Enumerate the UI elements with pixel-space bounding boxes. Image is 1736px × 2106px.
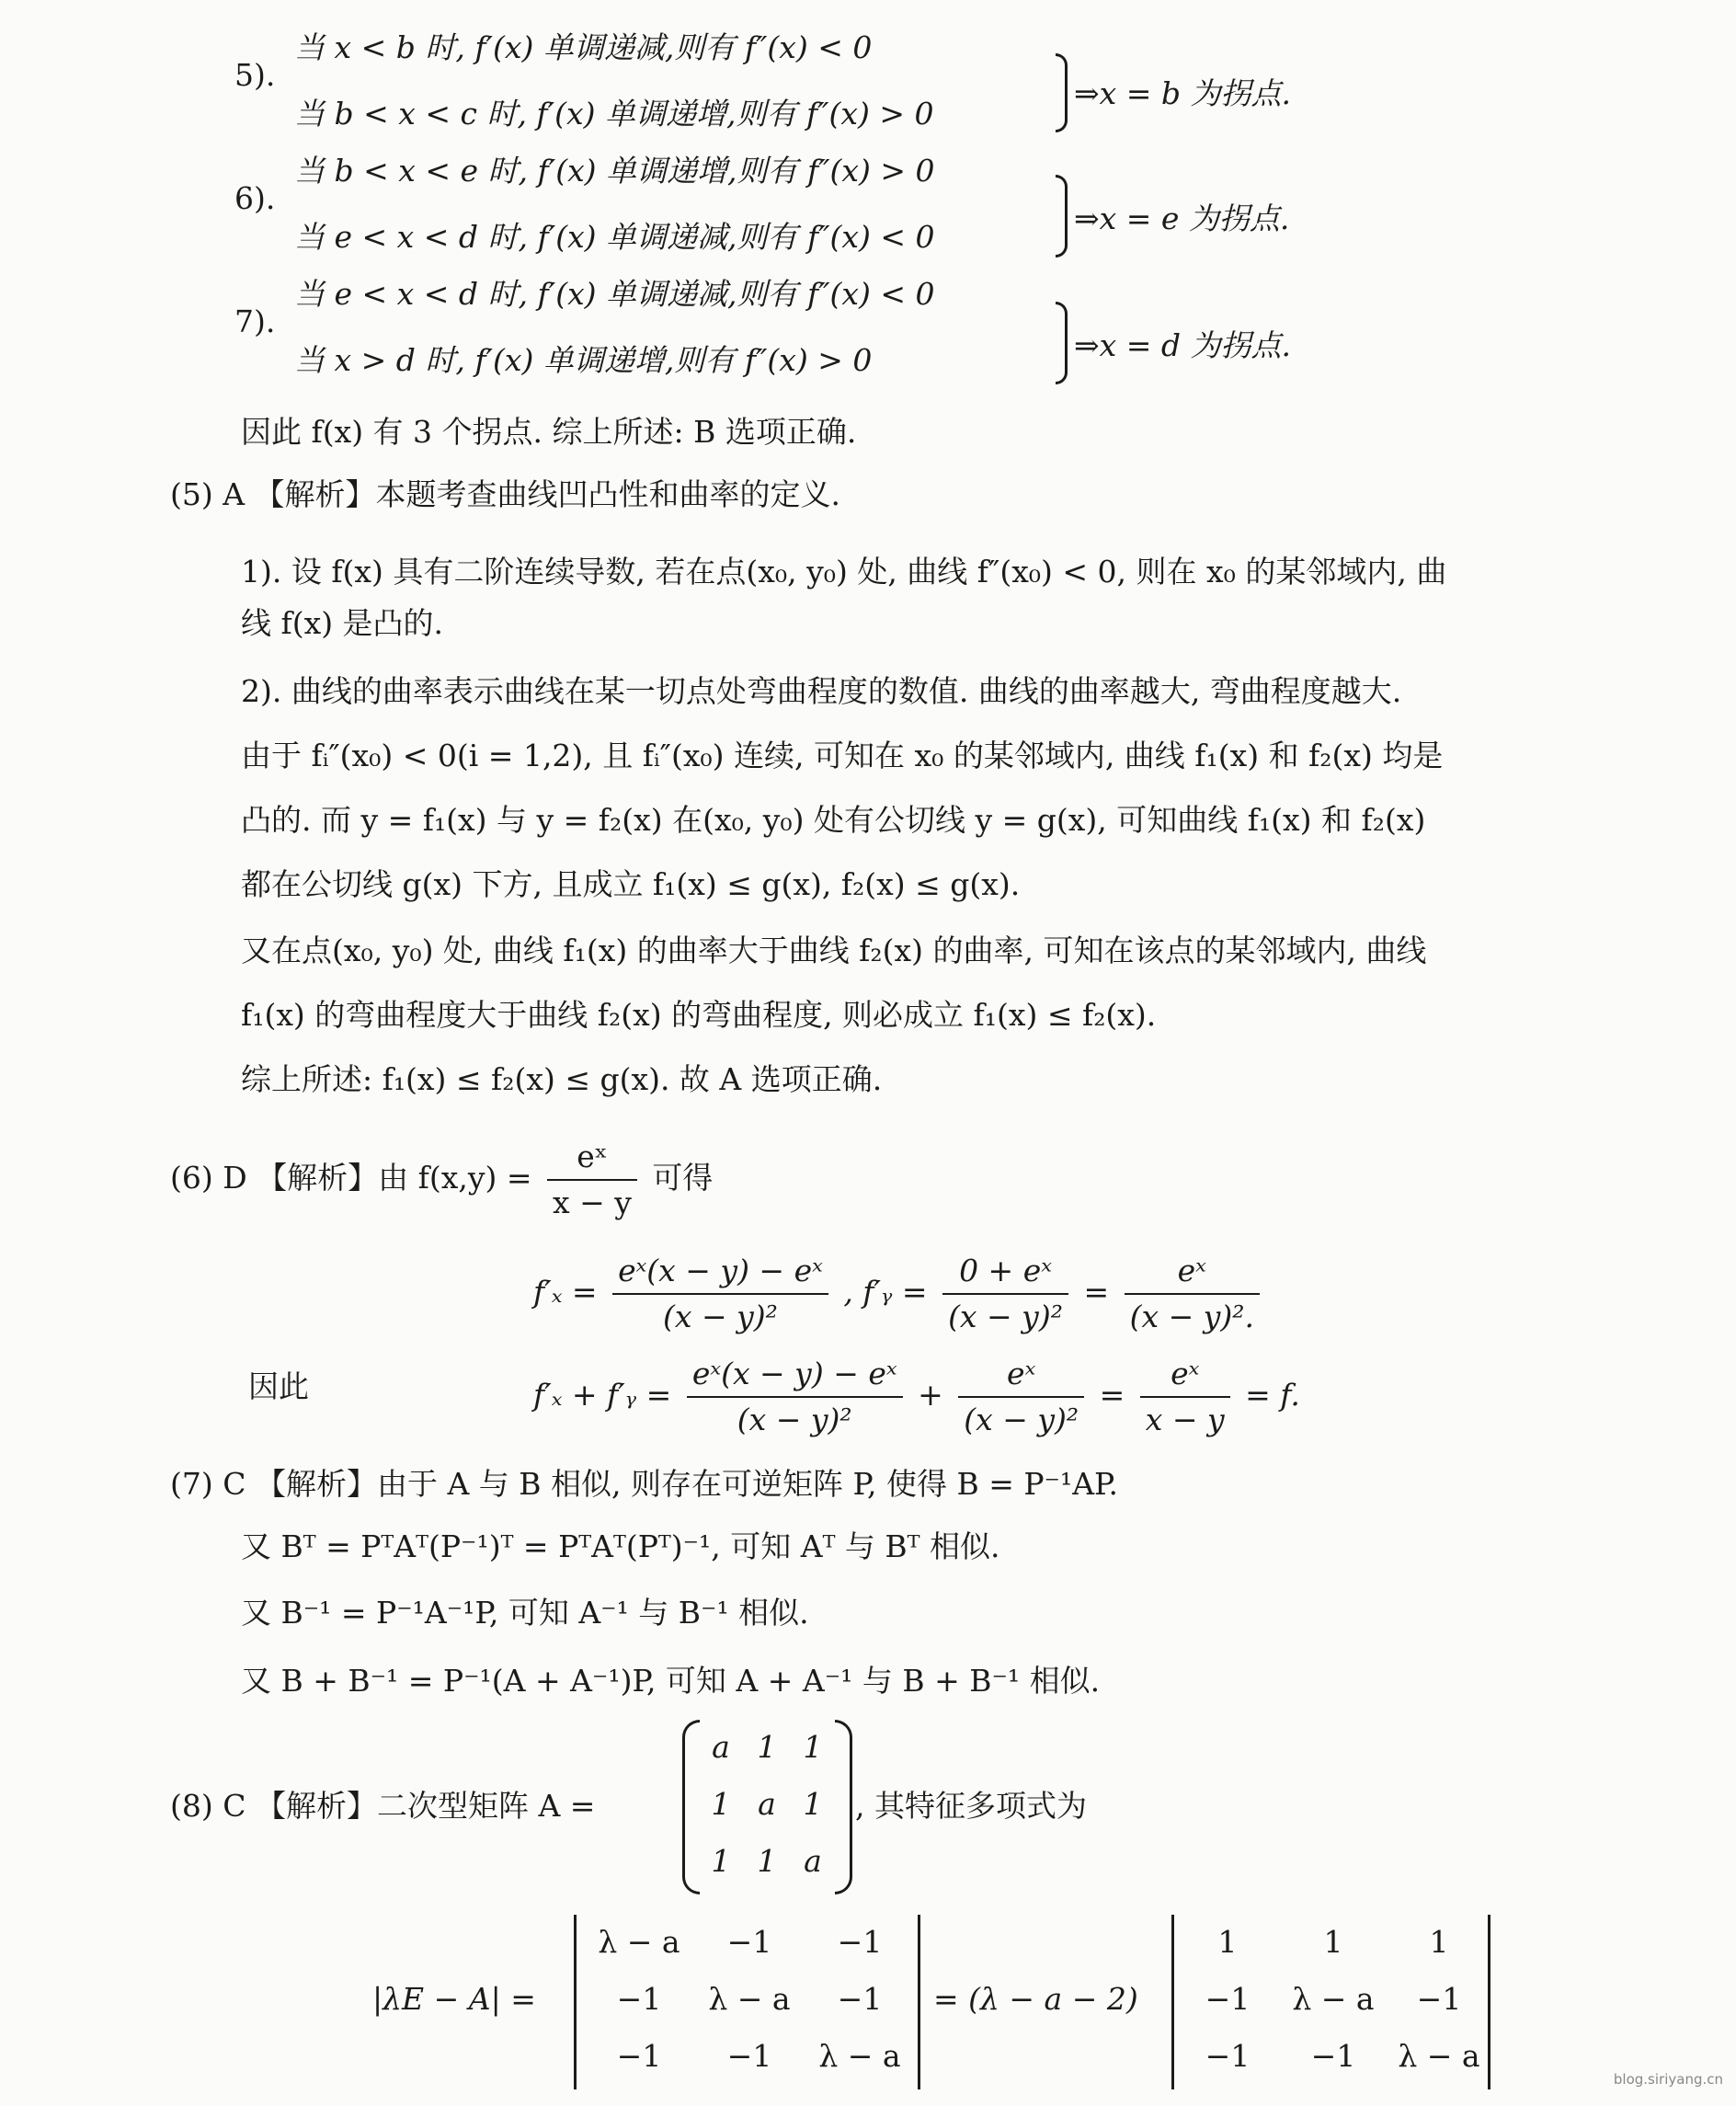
question-7-head: (7) C 【解析】由于 A 与 B 相似, 则存在可逆矩阵 P, 使得 B = P⁻¹AP. bbox=[170, 1466, 1119, 1502]
det-cell: −1 bbox=[837, 1924, 883, 1960]
det-cell: −1 bbox=[837, 1981, 883, 2017]
right-brace bbox=[1056, 53, 1068, 132]
equals: = bbox=[1083, 1274, 1110, 1310]
numerator: eˣ bbox=[958, 1354, 1084, 1398]
matrix-cell: a bbox=[804, 1843, 822, 1879]
fraction bbox=[1140, 1354, 1230, 1440]
det-factor: = (λ − a − 2) bbox=[933, 1981, 1138, 2017]
paragraph: f₁(x) 的弯曲程度大于曲线 f₂(x) 的弯曲程度, 则必成立 f₁(x) ≤ f₂(x). bbox=[241, 997, 1157, 1033]
det-cell: λ − a bbox=[1292, 1981, 1375, 2017]
det-bar bbox=[918, 1915, 920, 2089]
item-line-2: 当 b < x < c 时, f′(x) 单调递增,则有 f″(x) > 0 bbox=[294, 96, 934, 132]
det-bar bbox=[574, 1915, 577, 2089]
matrix-cell: 1 bbox=[803, 1729, 823, 1765]
paragraph: 都在公切线 g(x) 下方, 且成立 f₁(x) ≤ g(x), f₂(x) ≤ g(x). bbox=[241, 866, 1021, 902]
det-cell: −1 bbox=[1205, 2038, 1251, 2074]
matrix-cell: a bbox=[758, 1786, 776, 1822]
summary-inflection: 因此 f(x) 有 3 个拐点. 综上所述: B 选项正确. bbox=[241, 414, 857, 450]
matrix-cell: a bbox=[712, 1729, 730, 1765]
det-cell: λ − a bbox=[598, 1924, 680, 1960]
numerator: eˣ(x − y) − eˣ bbox=[687, 1354, 903, 1398]
det-cell: 1 bbox=[1323, 1924, 1343, 1960]
numerator: 0 + eˣ bbox=[942, 1251, 1068, 1295]
denominator: (x − y)² bbox=[964, 1402, 1079, 1437]
inflection-conclusion: ⇒x = e 为拐点. bbox=[1074, 200, 1290, 236]
det-cell: −1 bbox=[726, 2038, 772, 2074]
inflection-conclusion: ⇒x = b 为拐点. bbox=[1074, 75, 1291, 111]
right-brace bbox=[1056, 175, 1068, 258]
fraction bbox=[942, 1251, 1068, 1337]
sum-derivatives bbox=[533, 1354, 1300, 1440]
det-cell: −1 bbox=[616, 1981, 662, 2017]
question-8-head: (8) C 【解析】二次型矩阵 A = bbox=[170, 1788, 596, 1824]
fraction bbox=[612, 1251, 828, 1337]
numerator: eˣ bbox=[1125, 1251, 1260, 1295]
denominator: x − y bbox=[1145, 1402, 1225, 1437]
fraction bbox=[547, 1137, 637, 1223]
paragraph: 2). 曲线的曲率表示曲线在某一切点处弯曲程度的数值. 曲线的曲率越大, 弯曲程度越大. bbox=[241, 673, 1402, 709]
denominator: (x − y)² bbox=[663, 1299, 778, 1334]
partial-derivatives bbox=[533, 1251, 1265, 1337]
paragraph: 1). 设 f(x) 具有二阶连续导数, 若在点(x₀, y₀) 处, 曲线 f″(x₀) < 0, 则在 x₀ 的某邻域内, 曲 bbox=[241, 554, 1447, 589]
denominator: (x − y)² bbox=[737, 1402, 852, 1437]
question-5-head: (5) A 【解析】本题考查曲线凹凸性和曲率的定义. bbox=[170, 476, 841, 512]
paragraph: 线 f(x) 是凸的. bbox=[241, 605, 444, 641]
determinant-2 bbox=[1168, 1915, 1494, 2089]
det-cell: λ − a bbox=[1398, 2038, 1480, 2074]
paragraph: 又 B⁻¹ = P⁻¹A⁻¹P, 可知 A⁻¹ 与 B⁻¹ 相似. bbox=[241, 1595, 809, 1631]
det-cell: 1 bbox=[1429, 1924, 1449, 1960]
sum-lhs: f′ₓ + f′ᵧ = bbox=[533, 1377, 672, 1413]
det-cell: −1 bbox=[726, 1924, 772, 1960]
det-bar bbox=[1171, 1915, 1174, 2089]
fraction bbox=[687, 1354, 903, 1440]
denominator: x − y bbox=[553, 1185, 632, 1220]
item-number: 7). bbox=[234, 303, 276, 339]
det-cell: λ − a bbox=[818, 2038, 901, 2074]
fraction bbox=[1125, 1251, 1260, 1337]
matrix-cell: 1 bbox=[803, 1786, 823, 1822]
fy-lhs: , f′ᵧ = bbox=[843, 1274, 928, 1310]
watermark: blog.siriyang.cn bbox=[1613, 2071, 1723, 2088]
inflection-conclusion: ⇒x = d 为拐点. bbox=[1074, 327, 1291, 363]
question-6-prefix: (6) D 【解析】由 f(x,y) = bbox=[170, 1160, 532, 1196]
question-8-tail: , 其特征多项式为 bbox=[855, 1788, 1087, 1824]
paragraph: 综上所述: f₁(x) ≤ f₂(x) ≤ g(x). 故 A 选项正确. bbox=[241, 1061, 883, 1097]
item-line-1: 当 b < x < e 时, f′(x) 单调递增,则有 f″(x) > 0 bbox=[294, 153, 935, 189]
paragraph: 又在点(x₀, y₀) 处, 曲线 f₁(x) 的曲率大于曲线 f₂(x) 的曲率, 可知在该点的某邻域内, 曲线 bbox=[241, 933, 1427, 968]
therefore-label: 因此 bbox=[248, 1368, 309, 1404]
det-cell: −1 bbox=[1205, 1981, 1251, 2017]
equals: = bbox=[1099, 1377, 1125, 1413]
matrix-cell: 1 bbox=[757, 1843, 777, 1879]
item-line-2: 当 e < x < d 时, f′(x) 单调递减,则有 f″(x) < 0 bbox=[294, 219, 935, 255]
item-number: 5). bbox=[234, 57, 276, 93]
det-cell: −1 bbox=[616, 2038, 662, 2074]
numerator: eˣ bbox=[1140, 1354, 1230, 1398]
question-6-head bbox=[170, 1137, 713, 1223]
item-number: 6). bbox=[234, 180, 276, 216]
det-lhs: |λE − A| = bbox=[372, 1981, 536, 2017]
det-cell: −1 bbox=[1310, 2038, 1356, 2074]
det-cell: λ − a bbox=[708, 1981, 791, 2017]
determinant-1 bbox=[570, 1915, 924, 2089]
paragraph: 又 B + B⁻¹ = P⁻¹(A + A⁻¹)P, 可知 A + A⁻¹ 与 B + B⁻¹ 相似. bbox=[241, 1663, 1101, 1699]
denominator: (x − y)². bbox=[1129, 1299, 1254, 1334]
matrix-a bbox=[682, 1720, 852, 1894]
paragraph: 又 Bᵀ = PᵀAᵀ(P⁻¹)ᵀ = PᵀAᵀ(Pᵀ)⁻¹, 可知 Aᵀ 与 Bᵀ 相似. bbox=[241, 1528, 1000, 1564]
matrix-cell: 1 bbox=[711, 1786, 731, 1822]
matrix-cell: 1 bbox=[711, 1843, 731, 1879]
numerator: eˣ(x − y) − eˣ bbox=[612, 1251, 828, 1295]
result-tail: = f. bbox=[1245, 1377, 1300, 1413]
fx-lhs: f′ₓ = bbox=[533, 1274, 598, 1310]
plus: + bbox=[918, 1377, 943, 1413]
denominator: (x − y)² bbox=[948, 1299, 1063, 1334]
paragraph: 由于 fᵢ″(x₀) < 0(i = 1,2), 且 fᵢ″(x₀) 连续, 可知在 x₀ 的某邻域内, 曲线 f₁(x) 和 f₂(x) 均是 bbox=[241, 738, 1444, 773]
item-line-1: 当 x < b 时, f′(x) 单调递减,则有 f″(x) < 0 bbox=[294, 29, 873, 65]
right-brace bbox=[1056, 302, 1068, 384]
paragraph: 凸的. 而 y = f₁(x) 与 y = f₂(x) 在(x₀, y₀) 处有公切线 y = g(x), 可知曲线 f₁(x) 和 f₂(x) bbox=[241, 802, 1426, 838]
numerator: eˣ bbox=[547, 1137, 637, 1181]
question-6-suffix: 可得 bbox=[652, 1160, 714, 1196]
fraction bbox=[958, 1354, 1084, 1440]
det-cell: 1 bbox=[1217, 1924, 1238, 1960]
matrix-cell: 1 bbox=[757, 1729, 777, 1765]
item-line-2: 当 x > d 时, f′(x) 单调递增,则有 f″(x) > 0 bbox=[294, 342, 873, 378]
item-line-1: 当 e < x < d 时, f′(x) 单调递减,则有 f″(x) < 0 bbox=[294, 276, 935, 312]
det-cell: −1 bbox=[1416, 1981, 1462, 2017]
